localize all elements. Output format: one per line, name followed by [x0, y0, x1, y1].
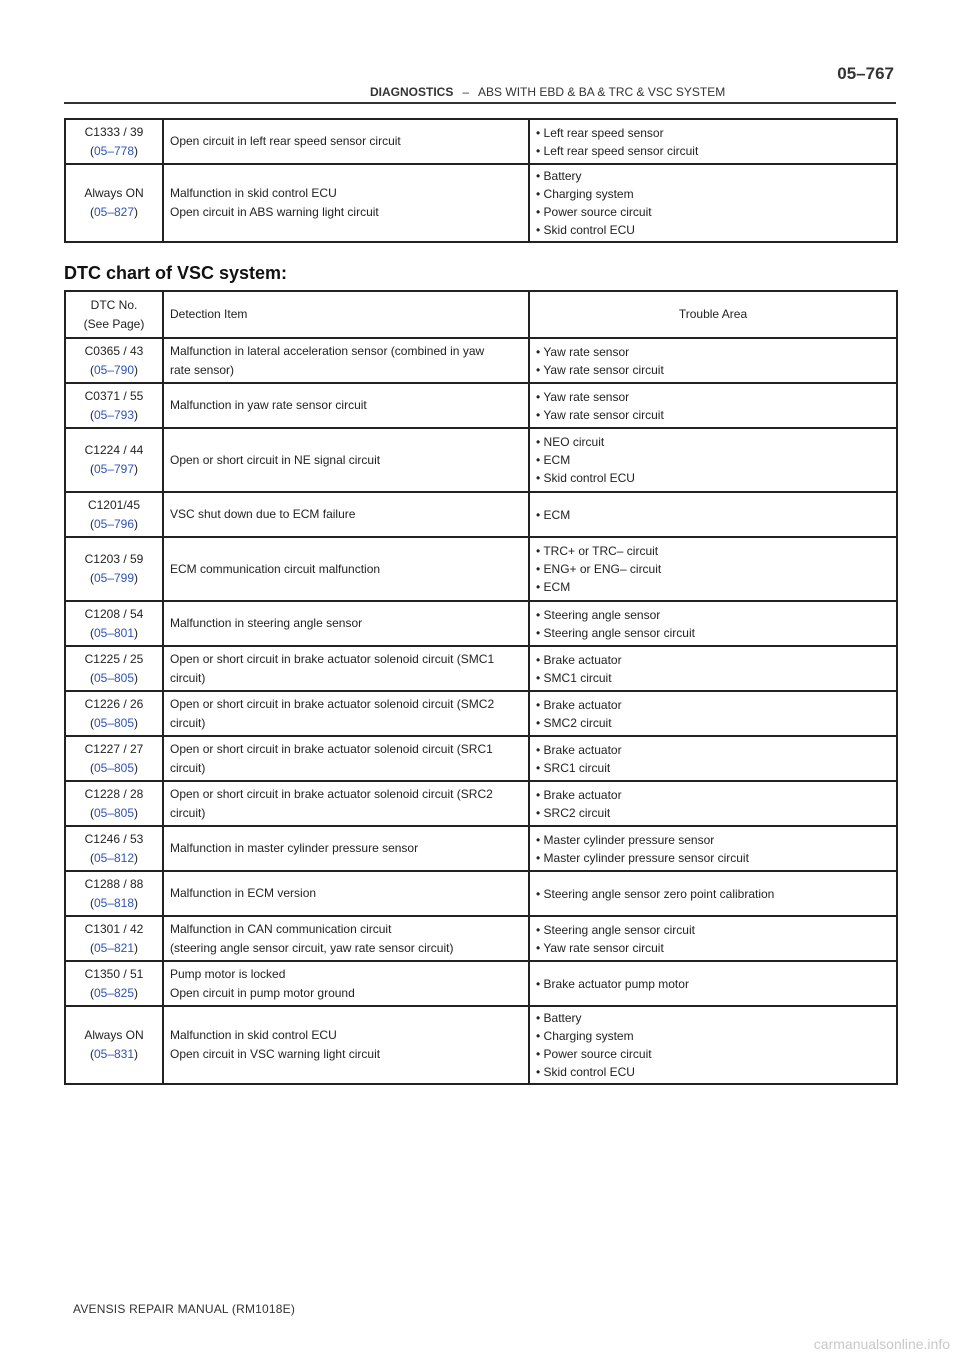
- dtc-code-cell: [65, 428, 163, 492]
- page-ref: (05–778): [89, 143, 139, 158]
- dtc-code-cell: [65, 736, 163, 781]
- page-ref-link[interactable]: 05–821: [93, 940, 135, 955]
- detection-item-line: Malfunction in CAN communication circuit: [170, 921, 392, 936]
- detection-item-line: Malfunction in skid control ECU: [170, 1028, 337, 1042]
- page-ref-link[interactable]: 05–801: [93, 625, 135, 640]
- trouble-area-item: • Brake actuator: [536, 787, 622, 802]
- dtc-code: C0371 / 55: [84, 388, 144, 403]
- header-dtc-no-line2: (See Page): [83, 316, 145, 331]
- table-row: [65, 537, 897, 601]
- trouble-area-item: • ENG+ or ENG– circuit: [536, 562, 662, 576]
- dtc-code: C1227 / 27: [84, 741, 144, 756]
- trouble-area-item: • Yaw rate sensor circuit: [536, 362, 664, 377]
- trouble-area-cell: [529, 383, 897, 428]
- trouble-area-item: • ECM: [536, 580, 571, 594]
- header-diagnostics-label: DIAGNOSTICS: [370, 85, 454, 99]
- page-ref-link[interactable]: 05–796: [93, 516, 135, 531]
- trouble-area-item: • Skid control ECU: [536, 223, 635, 237]
- table-row: [65, 119, 897, 164]
- detection-item-cell: [163, 826, 529, 871]
- dtc-code-cell: [65, 601, 163, 646]
- trouble-area-item: • Power source circuit: [536, 1047, 652, 1061]
- page-ref: (05–799): [89, 571, 139, 585]
- trouble-area-item: • Steering angle sensor zero point calibration: [536, 886, 775, 901]
- detection-item-line: Malfunction in yaw rate sensor circuit: [170, 398, 367, 412]
- vsc-section-title: DTC chart of VSC system:: [64, 263, 288, 283]
- trouble-area-item: • Skid control ECU: [536, 471, 635, 485]
- trouble-area-item: • Charging system: [536, 187, 634, 201]
- table-row: [65, 781, 897, 826]
- header-dtc-no: [65, 291, 163, 338]
- trouble-area-item: • Brake actuator: [536, 652, 622, 667]
- page-ref-link[interactable]: 05–805: [93, 760, 135, 775]
- table-row: [65, 871, 897, 916]
- detection-item-line: Pump motor is locked: [170, 966, 286, 981]
- table-row: [65, 383, 897, 428]
- dtc-code: C1288 / 88: [84, 876, 144, 891]
- trouble-area-item: • Brake actuator: [536, 742, 622, 757]
- header-detection-item: Detection Item: [163, 291, 529, 338]
- dtc-code-cell: [65, 492, 163, 537]
- trouble-area-item: • ECM: [536, 507, 571, 522]
- trouble-area-cell: [529, 601, 897, 646]
- trouble-area-item: • Battery: [536, 169, 582, 183]
- detection-item-line: Open circuit in left rear speed sensor circuit: [170, 134, 401, 148]
- trouble-area-item: • Steering angle sensor circuit: [536, 625, 695, 640]
- detection-item-line: Open or short circuit in NE signal circuit: [170, 452, 381, 467]
- dtc-code-cell: [65, 119, 163, 164]
- trouble-area-item: • Brake actuator pump motor: [536, 976, 689, 991]
- trouble-area-item: • SRC2 circuit: [536, 805, 611, 820]
- page-ref: (05–812): [89, 850, 139, 865]
- table-row: [65, 1006, 897, 1084]
- detection-item-line: Malfunction in ECM version: [170, 886, 317, 900]
- page-ref: (05–805): [89, 670, 139, 685]
- table-row: [65, 338, 897, 383]
- detection-item-line: Malfunction in lateral acceleration sensor (combined in yaw: [170, 343, 485, 358]
- header-trouble-area: Trouble Area: [529, 291, 897, 338]
- trouble-area-item: • Left rear speed sensor circuit: [536, 143, 699, 158]
- trouble-area-item: • Left rear speed sensor: [536, 125, 664, 140]
- abs-dtc-table: [64, 118, 898, 243]
- trouble-area-cell: [529, 826, 897, 871]
- page-ref-link[interactable]: 05–793: [93, 407, 135, 422]
- page-ref-link[interactable]: 05–799: [93, 571, 135, 585]
- dtc-code-cell: [65, 961, 163, 1006]
- trouble-area-cell: [529, 164, 897, 242]
- detection-item-cell: [163, 781, 529, 826]
- trouble-area-item: • Master cylinder pressure sensor: [536, 832, 715, 847]
- page-ref: (05–805): [89, 760, 139, 775]
- detection-item-cell: [163, 537, 529, 601]
- trouble-area-item: • ECM: [536, 453, 571, 467]
- page-ref-link[interactable]: 05–805: [93, 715, 135, 730]
- page-ref: (05–831): [89, 1047, 139, 1061]
- page-ref: (05–797): [89, 462, 139, 476]
- detection-item-cell: [163, 916, 529, 961]
- detection-item-line: circuit): [170, 715, 206, 730]
- trouble-area-item: • Steering angle sensor circuit: [536, 922, 695, 937]
- trouble-area-cell: [529, 961, 897, 1006]
- vsc-dtc-table: [64, 290, 898, 1085]
- trouble-area-item: • Brake actuator: [536, 697, 622, 712]
- dtc-code-cell: [65, 646, 163, 691]
- detection-item-cell: [163, 338, 529, 383]
- trouble-area-item: • Yaw rate sensor circuit: [536, 407, 664, 422]
- page-ref: (05–827): [89, 205, 139, 219]
- header-section-title: [370, 85, 725, 99]
- page-ref: (05–796): [89, 516, 139, 531]
- detection-item-line: VSC shut down due to ECM failure: [170, 507, 356, 521]
- dtc-code: C1228 / 28: [84, 786, 144, 801]
- trouble-area-cell: [529, 736, 897, 781]
- trouble-area-cell: [529, 691, 897, 736]
- trouble-area-item: • Skid control ECU: [536, 1065, 635, 1079]
- trouble-area-item: • Master cylinder pressure sensor circuit: [536, 850, 749, 865]
- detection-item-line: Open circuit in pump motor ground: [170, 985, 355, 1000]
- dtc-code: C1246 / 53: [84, 831, 144, 846]
- table-row: [65, 961, 897, 1006]
- table-row: [65, 691, 897, 736]
- detection-item-line: Open circuit in ABS warning light circuit: [170, 205, 379, 219]
- page-number: 05–767: [837, 64, 894, 83]
- dtc-code: C1333 / 39: [84, 124, 144, 139]
- trouble-area-item: • Battery: [536, 1011, 582, 1025]
- detection-item-cell: [163, 646, 529, 691]
- detection-item-line: Malfunction in skid control ECU: [170, 186, 337, 200]
- dtc-code: C1208 / 54: [84, 606, 144, 621]
- trouble-area-item: • SMC2 circuit: [536, 715, 612, 730]
- dtc-code: C1350 / 51: [84, 966, 144, 981]
- table-row: [65, 428, 897, 492]
- detection-item-line: circuit): [170, 760, 206, 775]
- detection-item-cell: [163, 736, 529, 781]
- detection-item-line: Open or short circuit in brake actuator solenoid circuit (SMC1: [170, 651, 495, 666]
- dtc-code: C1201/45: [87, 497, 141, 512]
- header-subsection-label: ABS WITH EBD & BA & TRC & VSC SYSTEM: [478, 85, 726, 99]
- trouble-area-cell: [529, 119, 897, 164]
- detection-item-cell: [163, 1006, 529, 1084]
- detection-item-cell: [163, 691, 529, 736]
- page-ref-link[interactable]: 05–825: [93, 985, 135, 1000]
- dtc-code-cell: [65, 781, 163, 826]
- trouble-area-item: • Charging system: [536, 1029, 634, 1043]
- dtc-code-cell: [65, 916, 163, 961]
- dtc-code: Always ON: [84, 186, 144, 200]
- trouble-area-item: • Yaw rate sensor circuit: [536, 940, 664, 955]
- detection-item-line: rate sensor): [170, 362, 235, 377]
- header-dtc-no-line1: DTC No.: [90, 297, 138, 312]
- detection-item-cell: [163, 601, 529, 646]
- trouble-area-cell: [529, 646, 897, 691]
- detection-item-cell: [163, 383, 529, 428]
- detection-item-cell: [163, 492, 529, 537]
- trouble-area-item: • Steering angle sensor: [536, 607, 661, 622]
- detection-item-line: Open or short circuit in brake actuator solenoid circuit (SRC2: [170, 786, 493, 801]
- table-row: [65, 646, 897, 691]
- table-row: [65, 916, 897, 961]
- detection-item-cell: [163, 961, 529, 1006]
- page-ref: (05–805): [89, 715, 139, 730]
- trouble-area-item: • Power source circuit: [536, 205, 652, 219]
- table-row: [65, 736, 897, 781]
- detection-item-cell: [163, 164, 529, 242]
- dtc-code-cell: [65, 383, 163, 428]
- trouble-area-item: • Yaw rate sensor: [536, 344, 630, 359]
- page-ref: (05–801): [89, 625, 139, 640]
- dtc-code-cell: [65, 826, 163, 871]
- page-footer: AVENSIS REPAIR MANUAL (RM1018E): [73, 1302, 296, 1316]
- page-ref-link[interactable]: 05–805: [93, 805, 135, 820]
- dtc-code-cell: [65, 164, 163, 242]
- trouble-area-cell: [529, 428, 897, 492]
- trouble-area-cell: [529, 1006, 897, 1084]
- table-header-row: [65, 291, 897, 338]
- page-ref-link[interactable]: 05–797: [93, 462, 135, 476]
- dtc-code: C0365 / 43: [84, 343, 144, 358]
- dtc-code: C1203 / 59: [84, 552, 144, 566]
- page-ref-link[interactable]: 05–831: [93, 1047, 135, 1061]
- dtc-code: C1226 / 26: [84, 696, 144, 711]
- trouble-area-cell: [529, 537, 897, 601]
- detection-item-cell: [163, 428, 529, 492]
- detection-item-line: circuit): [170, 670, 206, 685]
- dtc-code-cell: [65, 537, 163, 601]
- dtc-code: C1224 / 44: [84, 443, 144, 457]
- page-ref-link[interactable]: 05–827: [93, 205, 135, 219]
- detection-item-line: Malfunction in master cylinder pressure sensor: [170, 841, 419, 855]
- dtc-code-cell: [65, 1006, 163, 1084]
- detection-item-line: (steering angle sensor circuit, yaw rate sensor circuit): [170, 940, 454, 955]
- detection-item-line: circuit): [170, 805, 206, 820]
- dtc-code: C1225 / 25: [84, 651, 144, 666]
- page-ref: (05–790): [89, 362, 139, 377]
- trouble-area-item: • SRC1 circuit: [536, 760, 611, 775]
- table-row: [65, 601, 897, 646]
- page-ref: (05–825): [89, 985, 139, 1000]
- detection-item-line: ECM communication circuit malfunction: [170, 561, 381, 576]
- detection-item-line: Open or short circuit in brake actuator solenoid circuit (SMC2: [170, 696, 495, 711]
- page-ref-link[interactable]: 05–805: [93, 670, 135, 685]
- page-ref-link[interactable]: 05–790: [93, 362, 135, 377]
- page-ref-link[interactable]: 05–818: [93, 895, 135, 910]
- page-header: [64, 64, 896, 104]
- dtc-code-cell: [65, 871, 163, 916]
- trouble-area-cell: [529, 781, 897, 826]
- page-ref-link[interactable]: 05–778: [93, 143, 135, 158]
- trouble-area-cell: [529, 492, 897, 537]
- detection-item-line: Open or short circuit in brake actuator solenoid circuit (SRC1: [170, 741, 493, 756]
- page-ref: (05–818): [89, 895, 139, 910]
- page-ref-link[interactable]: 05–812: [93, 850, 135, 865]
- trouble-area-cell: [529, 916, 897, 961]
- trouble-area-cell: [529, 338, 897, 383]
- trouble-area-item: • NEO circuit: [536, 435, 605, 449]
- page-ref: (05–821): [89, 940, 139, 955]
- trouble-area-cell: [529, 871, 897, 916]
- dtc-code-cell: [65, 691, 163, 736]
- detection-item-line: Open circuit in VSC warning light circuit: [170, 1047, 381, 1061]
- detection-item-cell: [163, 119, 529, 164]
- table-row: [65, 492, 897, 537]
- table-row: [65, 164, 897, 242]
- header-dash: –: [462, 85, 470, 99]
- table-row: [65, 826, 897, 871]
- dtc-code: C1301 / 42: [84, 921, 144, 936]
- trouble-area-item: • SMC1 circuit: [536, 670, 612, 685]
- dtc-code: Always ON: [84, 1028, 144, 1042]
- watermark: carmanualsonline.info: [813, 1336, 950, 1352]
- dtc-code-cell: [65, 338, 163, 383]
- trouble-area-item: • Yaw rate sensor: [536, 389, 630, 404]
- trouble-area-item: • TRC+ or TRC– circuit: [536, 544, 659, 558]
- detection-item-cell: [163, 871, 529, 916]
- page-ref: (05–793): [89, 407, 139, 422]
- detection-item-line: Malfunction in steering angle sensor: [170, 616, 363, 630]
- page-ref: (05–805): [89, 805, 139, 820]
